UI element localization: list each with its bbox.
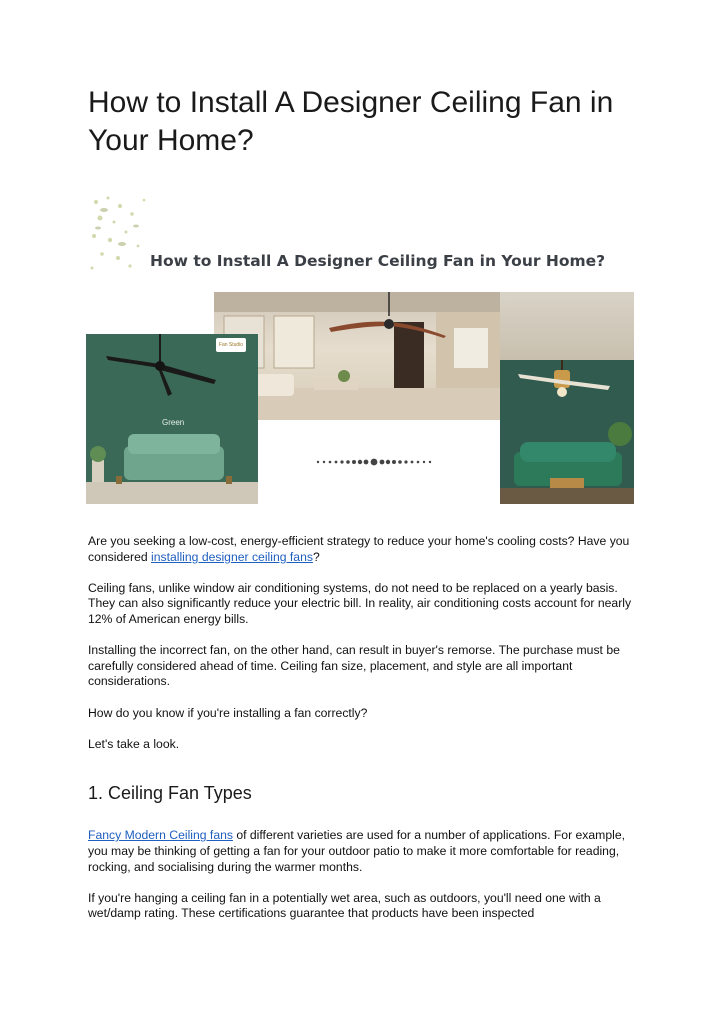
- hero-banner-title: How to Install A Designer Ceiling Fan in Your Home?: [150, 252, 606, 270]
- fancy-modern-fans-link[interactable]: Fancy Modern Ceiling fans: [88, 828, 233, 843]
- paragraph-incorrect-fan: Installing the incorrect fan, on the other hand, can result in buyer's remorse. The purchase must be carefully considered ahead of time. Ceiling fan size, placement, and style are all important considerations.: [88, 643, 620, 689]
- paragraph-ceiling-fans-cost: Ceiling fans, unlike window air conditioning systems, do not need to be replaced on a yearly basis. They can also significantly reduce your electric bill. In reality, air conditioning costs account for nearly 12% of American energy bills.: [88, 580, 632, 626]
- fan-varieties-text: of different varieties are used for a number of applications. For example, you may be thinking of getting a fan for your outdoor patio to make it more comfortable for reading, rocking, and socialising during the warmer months.: [88, 828, 625, 874]
- green-wall-photo: [86, 334, 258, 504]
- brand-badge: Fan Studio: [216, 338, 246, 352]
- article-body: [88, 534, 636, 937]
- paragraph-wet-rating: If you're hanging a ceiling fan in a potentially wet area, such as outdoors, you'll need one with a wet/damp rating. These certifications guarantee that products have been inspected: [88, 890, 601, 921]
- leaf-decoration-icon: [86, 192, 156, 276]
- hero-image: [86, 188, 634, 504]
- intro-text-end: ?: [312, 549, 320, 564]
- paragraph-lets-look: Let's take a look.: [88, 736, 180, 751]
- green-sofa-photo: [500, 360, 634, 504]
- intro-text: Are you seeking a low-cost, energy-efficient strategy to reduce your home's cooling costs? Have you considered: [88, 534, 630, 564]
- page-title: How to Install A Designer Ceiling Fan in Your Home?: [88, 86, 614, 157]
- intro-paragraph: [88, 534, 636, 565]
- green-sofa-room-icon: [500, 360, 634, 504]
- paragraph-fan-varieties: [88, 828, 636, 875]
- section-heading-fan-types: 1. Ceiling Fan Types: [88, 783, 252, 804]
- dots-divider-icon: [314, 458, 434, 466]
- installing-designer-fans-link[interactable]: installing designer ceiling fans: [151, 549, 313, 564]
- paragraph-question: How do you know if you're installing a fan correctly?: [88, 705, 368, 720]
- right-top-photo: [500, 292, 634, 360]
- green-label: Green: [162, 418, 185, 427]
